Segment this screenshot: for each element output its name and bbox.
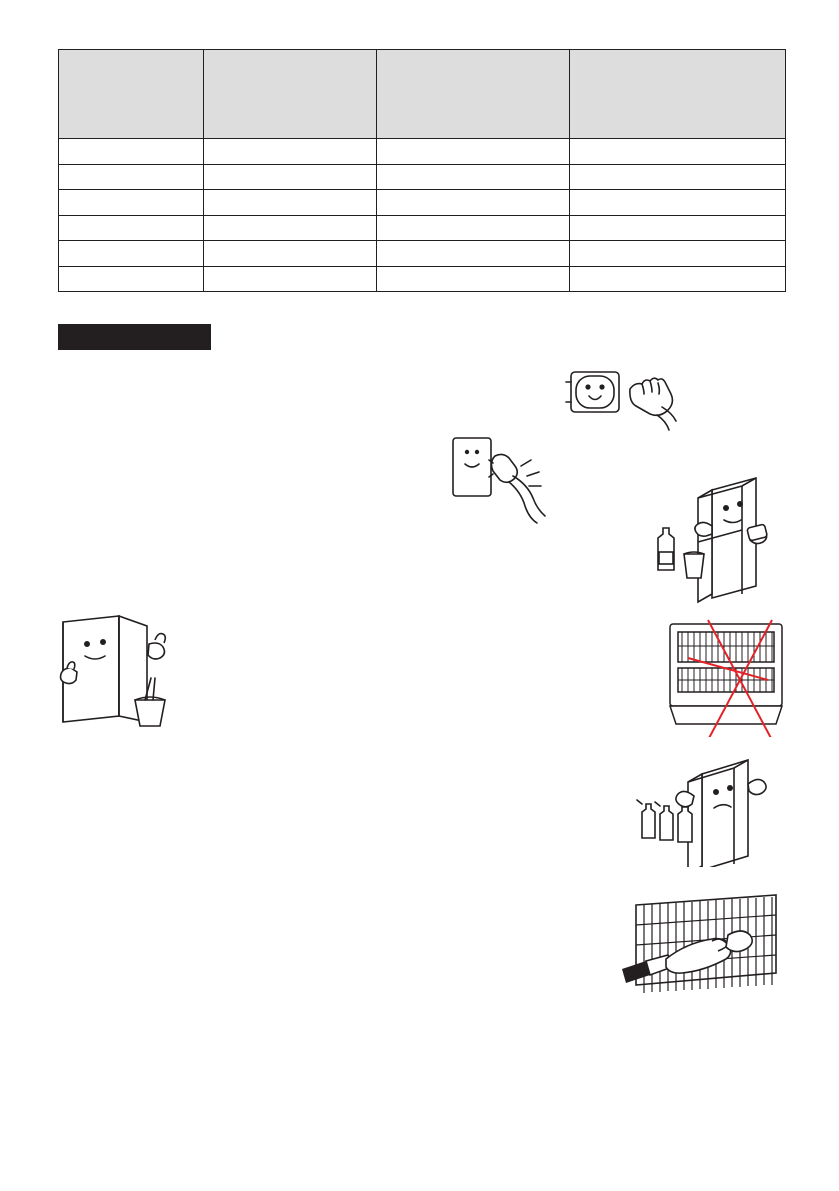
section-heading-bar [58, 324, 211, 350]
refrigerator-open-door-thumbs-up-illustration [45, 610, 185, 745]
table-row [59, 190, 786, 216]
table-header-cell-1 [59, 50, 204, 139]
table-cell [570, 266, 786, 292]
table-cell [377, 266, 570, 292]
table-cell [377, 164, 570, 190]
condenser-coil-cleaning-illustration [608, 885, 798, 1010]
table-header-row [59, 50, 786, 139]
table-cell [377, 215, 570, 241]
table-cell [204, 266, 377, 292]
table-cell [59, 190, 204, 216]
table-header-cell-2 [204, 50, 377, 139]
table-cell [59, 215, 204, 241]
table-cell [377, 241, 570, 267]
table-cell [204, 215, 377, 241]
table-cell [59, 139, 204, 165]
table-cell [204, 190, 377, 216]
table-row [59, 266, 786, 292]
specifications-table [58, 49, 786, 292]
shelf-crossed-out-illustration [660, 612, 795, 737]
table-header [59, 50, 786, 139]
table-cell [570, 139, 786, 165]
refrigerator-no-spray-illustration [636, 752, 786, 867]
wall-socket-with-hand-illustration [558, 365, 683, 440]
table-cell [570, 215, 786, 241]
table-cell [59, 164, 204, 190]
table-cell [570, 241, 786, 267]
table-cell [204, 139, 377, 165]
table-cell [59, 266, 204, 292]
table-cell [377, 139, 570, 165]
plug-and-cord-illustration [443, 430, 573, 540]
table-cell [377, 190, 570, 216]
table-cell [204, 241, 377, 267]
table-body [59, 139, 786, 292]
table-row [59, 139, 786, 165]
table-cell [570, 190, 786, 216]
table-cell [59, 241, 204, 267]
table-header-cell-3 [377, 50, 570, 139]
table-row [59, 164, 786, 190]
table-header-cell-4 [570, 50, 786, 139]
refrigerator-cleaning-illustration [648, 470, 788, 605]
table-cell [204, 164, 377, 190]
table-cell [570, 164, 786, 190]
table-row [59, 241, 786, 267]
table-row [59, 215, 786, 241]
